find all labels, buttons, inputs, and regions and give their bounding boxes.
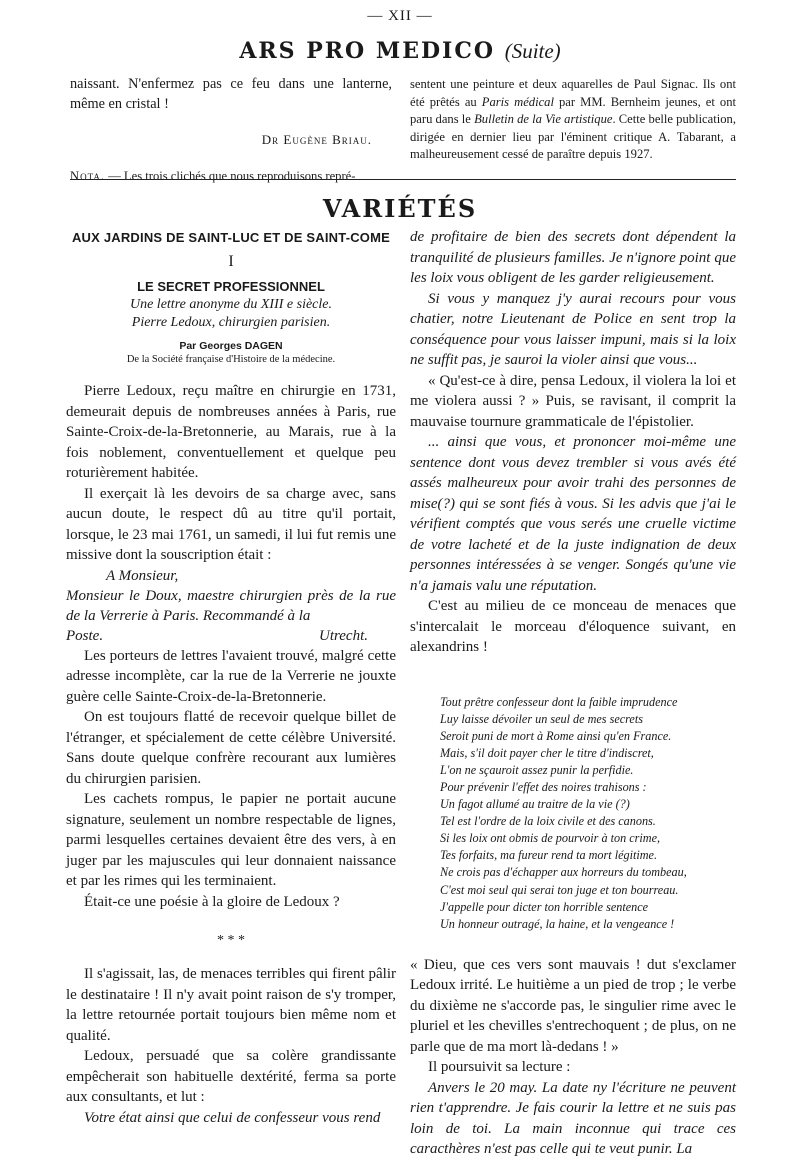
left-column [66,230,396,1128]
paragraph: Les porteurs de lettres l'avaient trouvé, malgré cette adresse incomplète, car la rue de la Verrerie ne jouxte guère celle Sainte-Croix-de-la-Bretonnerie. [66,647,396,705]
address-line: Monsieur le Doux, maestre chirurgien près de la rue de la Verrerie à Paris. Recommandé à la [66,587,396,624]
article-subheading: LE SECRET PROFESSIONNEL [137,279,325,294]
address-line: A Monsieur, [106,567,179,584]
page-number: — XII — [367,8,433,24]
right-body [410,227,736,1160]
paragraph: Il poursuivit sa lecture : [428,1059,571,1076]
running-title [0,38,800,64]
note-text-continued: sentent une peinture et deux aquarelles de Paul Signac. Ils ont été prêtés au Paris médical par MM. Bernheim jeunes, et ont paru dans le Bulletin de la Vie artistique. Cette belle publication, dirigée en dernier lieu par l'éminent critique A. Tabarant, a malheureusement cessé de paraître depuis 1927. [410,77,736,161]
letter-quote: ... ainsi que vous, et prononcer moi-même une sentence dont vous devez trembler si vous avés été assés malheureux pour avoir trahi des personnes de mise(?) qui se sont fiés à vous. Si les advis que j'ai le vérifient comptés que vous serés une cruelle victime de votre lacheté et de la juste indignation de deux personnes intéressées à se venger. Songés qu'une vie n'a jamais valu une réputation. [410,434,736,594]
paragraph: Les cachets rompus, le papier ne portait aucune signature, seulement un nombre respectable de lignes, parmi lesquelles certaines devaient être des vers, à en juger par les majuscules qui leur donnaient naissance et par les rimes qui les terminaient. [66,791,396,889]
poem-line: C'est moi seul qui serai ton juge et ton bourreau. [440,882,679,897]
article-subtitle-1: Une lettre anonyme du XIII e siècle. [129,297,332,312]
note-continuation [410,76,736,164]
article-heading: AUX JARDINS DE SAINT-LUC ET DE SAINT-COME [71,230,391,245]
previous-article-closing: naissant. N'enfermez pas ce feu dans une lanterne, même en cristal ! [70,76,392,112]
paragraph: Pierre Ledoux, reçu maître en chirurgie en 1731, demeurait depuis de nombreuses années à Paris, rue Sainte-Croix-de-la-Bretonnerie, au Marais, rue à la fois noblement, conventuellement et quelque peu roturièrement habitée. [66,383,396,481]
address-poste: Poste. [66,627,104,644]
address-line [66,626,396,646]
running-title-suffix: (Suite) [504,39,561,63]
previous-article-end [70,74,392,185]
poem-line: Tes forfaits, ma fureur rend ta mort légitime. [440,848,658,863]
paragraph: « Qu'est-ce à dire, pensa Ledoux, il violera la loi et me violera aussi ? » Puis, se ravisant, il comprit la mauvaise tournure grammaticale de l'épistolier. [410,372,736,430]
poem-line: Si les loix ont obmis de pourvoir à ton crime, [440,831,661,846]
poem-line: Ne crois pas d'échapper aux horreurs du tombeau, [440,865,687,880]
poem-line: Tout prêtre confesseur dont la faible imprudence [440,694,678,709]
paragraph: Était-ce une poésie à la gloire de Ledoux ? [84,893,340,910]
note [70,168,392,185]
paragraph: C'est au milieu de ce monceau de menaces que s'intercalait le morceau d'éloquence suivant, en alexandrins ! [410,598,736,655]
letter-address [66,566,396,646]
poem-line: J'appelle pour dicter ton horrible sentence [440,899,649,914]
poem-line: Un honneur outragé, la haine, et la vengeance ! [440,916,675,931]
poem-line: Mais, s'il doit payer cher le titre d'indiscret, [440,745,654,760]
author: Par Georges DAGEN [179,340,283,352]
letter-quote: de profitaire de bien des secrets dont dépendent la tranquilité de plusieurs familles. Je n'ignore point que les loix vous obligent de les garder religieusement. [410,229,736,286]
paragraph: Il exerçait là les devoirs de sa charge avec, sans aucun doute, le respect dû au titre qu'il portait, lorsque, le 23 mai 1761, un samedi, il lui fut remis une missive dont la souscription était : [66,485,396,563]
poem-line: Un fagot allumé au traitre de la vie (?) [440,797,630,812]
paragraph: On est toujours flatté de recevoir quelque billet de l'étranger, et spécialement de cette célèbre Université. Sans doute quelque confrère recourant aux lumières du chirurgien parisien. [66,709,396,787]
poem-line: Pour prévenir l'effet des noires trahisons : [440,779,647,794]
paragraph: Il s'agissait, las, de menaces terribles qui firent pâlir le destinataire ! Il n'y avait point raison de s'y tromper, la lettre retournée portait toujours bien même nom et qualité. [66,966,396,1044]
section-title: VARIÉTÉS [322,194,478,223]
section-divider [70,179,736,180]
note-text-start: — Les trois clichés que nous reproduisons repré- [108,169,356,183]
paragraph: Votre état ainsi que celui de confesseur vous rend [84,1109,381,1126]
author-affiliation: De la Société française d'Histoire de la médecine. [126,354,336,365]
poem-line: Tel est l'ordre de la loix civile et des canons. [440,814,656,829]
left-body [66,381,396,1128]
poem-line: L'on ne sçauroit assez punir la perfidie. [440,762,634,777]
signature: Dr Eugène Briau. [261,132,372,147]
paragraph: « Dieu, que ces vers sont mauvais ! dut s'exclamer Ledoux irrité. Le huitième a un pied de trop ; le verbe du dixième ne s'accorde pas, le singulier rime avec le pluriel et les chevilles s'entrechoquent ; de plus, on ne parle que de ma mort là-dedans ! » [410,956,736,1055]
poem-line: Seroit puni de mort à Rome ainsi qu'en France. [440,728,672,743]
running-title-text: ARS PRO MEDICO [239,38,496,64]
letter-quote: Anvers le 20 may. La date ny l'écriture ne peuvent rien t'apprendre. Je fais courir la lettre et ne suis pas loin de toi. La main inconnue qui trace ces caracthères n'est pas celle qui te veut punir. La [410,1079,736,1158]
paragraph: Ledoux, persuadé que sa colère grandissante empêcherait son habituelle dextérité, ferma sa porte aux consultants, et lut : [66,1048,396,1105]
right-column [410,227,736,1160]
letter-quote: Si vous y manquez j'y aurai recours pour vous chatier, notre Lieutenant de Police en sent trop la conséquence pour vous laisser impuni, mais si la loix ne suffit pas, je sauroi la violer ainsi que vous... [410,290,736,368]
separator: * * * [217,933,245,948]
poem [440,694,736,933]
part-number: I [228,253,234,270]
poem-line: Luy laisse dévoiler un seul de mes secrets [440,711,643,726]
article-subtitle-2: Pierre Ledoux, chirurgien parisien. [131,315,331,330]
note-label: Nota. [70,169,106,183]
address-city: Utrecht. [318,627,368,644]
